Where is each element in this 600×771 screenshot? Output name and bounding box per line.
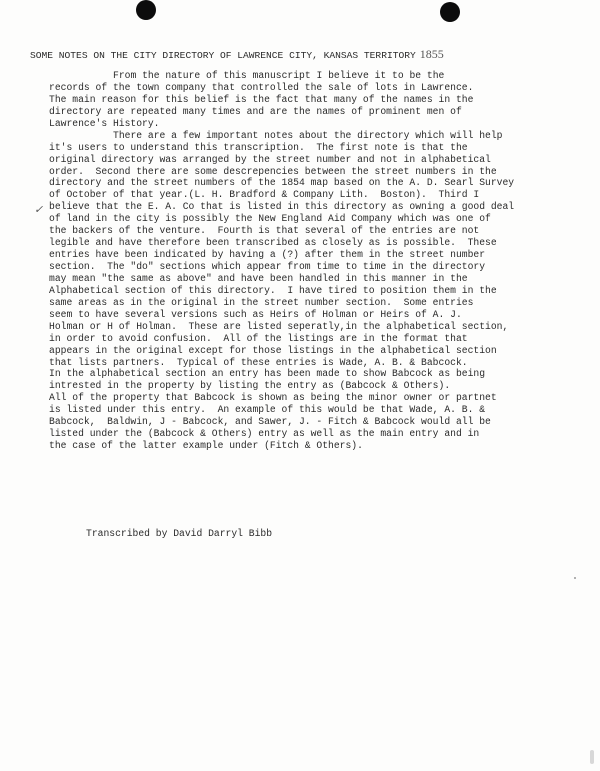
text-line: In the alphabetical section an entry has been made to show Babcock as being: [49, 368, 486, 380]
text-line: intrested in the property by listing the entry as (Babcock & Others).: [49, 380, 451, 392]
text-line: legible and have therefore been transcribed as closely as is possible. These: [49, 237, 497, 249]
punch-hole-left: [136, 0, 156, 20]
text-line: section. The "do" sections which appear from time to time in the directory: [49, 261, 486, 272]
text-line: believe that the E. A. Co that is listed in this directory as owning a good deal: [49, 201, 515, 213]
text-line: it's users to understand this transcription. The first note is that the: [49, 141, 468, 153]
paper-edge-mark: [590, 750, 594, 764]
text-line: original directory was arranged by the street number and not in alphabetical: [49, 153, 491, 165]
transcriber-credit: Transcribed by David Darryl Bibb: [86, 528, 273, 539]
title-text: SOME NOTES ON THE CITY DIRECTORY OF LAWRENCE CITY, KANSAS TERRITORY: [30, 50, 416, 61]
text-line: that lists partners. Typical of these entries is Wade, A. B. & Babcock.: [49, 356, 468, 368]
document-title: [30, 47, 590, 62]
text-line: same areas as in the original in the street number section. Some entries: [49, 296, 474, 308]
text-line: records of the town company that controlled the sale of lots in Lawrence.: [49, 81, 474, 93]
text-line: Lawrence's History.: [49, 117, 160, 129]
text-line: Holman or H of Holman. These are listed seperatly,in the alphabetical section,: [49, 320, 509, 332]
text-line: directory and the street numbers of the 1854 map based on the A. D. Searl Survey: [49, 177, 515, 189]
text-line: may mean "the same as above" and have been handled in this manner in the: [49, 272, 468, 284]
text-line: of October of that year.(L. H. Bradford & Company Lith. Boston). Third I: [49, 189, 480, 201]
year-annotation: 1855: [419, 47, 444, 61]
text-line: in order to avoid confusion. All of the listings are in the format that: [49, 332, 468, 344]
margin-check-mark: ✓: [34, 204, 44, 216]
text-line: Babcock, Baldwin, J - Babcock, and Sawer, J. - Fitch & Babcock would all be: [49, 416, 491, 428]
text-line: directory are repeated many times and are the names of prominent men of: [49, 105, 462, 117]
text-line: of land in the city is possibly the New England Aid Company which was one of: [49, 213, 491, 225]
text-line: From the nature of this manuscript I believe it to be the: [113, 70, 445, 81]
text-line: order. Second there are some descrepencies between the street numbers in the: [49, 165, 497, 177]
text-line: The main reason for this belief is the fact that many of the names in the: [49, 93, 474, 105]
body-text: [49, 70, 561, 452]
text-line: appears in the original except for those listings in the alphabetical section: [49, 344, 497, 356]
text-line: seem to have several versions such as Heirs of Holman or Heirs of A. J.: [49, 308, 462, 320]
text-line: the case of the latter example under (Fitch & Others).: [49, 440, 363, 452]
text-line: All of the property that Babcock is shown as being the minor owner or partnet: [49, 392, 497, 404]
paper-speck: [574, 577, 576, 579]
text-line: listed under the (Babcock & Others) entry as well as the main entry and in: [49, 428, 480, 440]
text-line: There are a few important notes about the directory which will help: [113, 129, 503, 141]
punch-hole-right: [440, 2, 460, 22]
text-line: the backers of the venture. Fourth is that several of the entries are not: [49, 225, 480, 237]
text-line: entries have been indicated by having a (?) after them in the street number: [49, 249, 486, 261]
text-line: is listed under this entry. An example of this would be that Wade, A. B. &: [49, 404, 486, 416]
text-line: Alphabetical section of this directory. I have tired to position them in the: [49, 284, 497, 296]
